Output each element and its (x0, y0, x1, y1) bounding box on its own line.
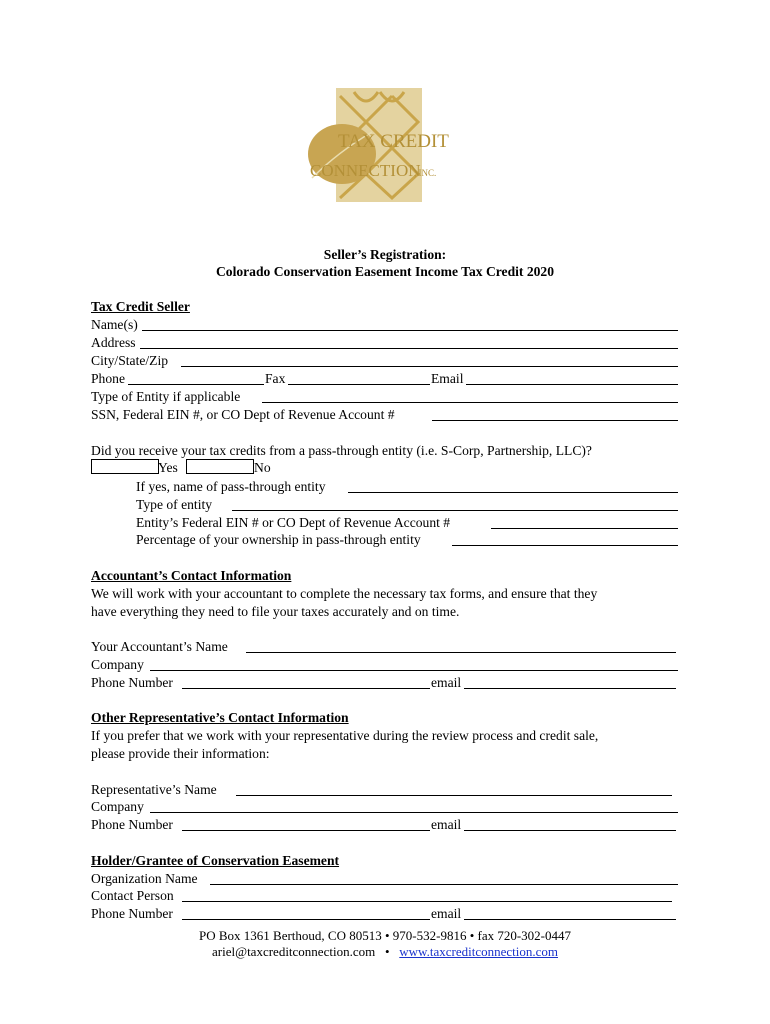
svg-text:CONNECTION: CONNECTION (310, 161, 421, 180)
representative-desc-line2: please provide their information: (91, 746, 270, 761)
fax-field[interactable] (288, 384, 430, 385)
company-logo (296, 82, 476, 208)
accountant-phone-label: Phone Number (91, 675, 173, 690)
footer-email: ariel@taxcreditconnection.com (212, 944, 376, 959)
passthrough-ein-label: Entity’s Federal EIN # or CO Dept of Revenue Account # (136, 515, 451, 530)
accountant-desc-line1: We will work with your accountant to complete the necessary tax forms, and ensure that they (91, 586, 598, 601)
no-label: No (254, 460, 271, 475)
fax-label: Fax (265, 371, 286, 386)
accountant-desc-line2: have everything they need to file your taxes accurately and on time. (91, 604, 460, 619)
representative-name-label: Representative’s Name (91, 782, 217, 797)
accountant-heading: Accountant’s Contact Information (91, 568, 292, 583)
passthrough-type-label: Type of entity (136, 497, 213, 512)
holder-phone-label: Phone Number (91, 906, 173, 921)
seller-heading: Tax Credit Seller (91, 299, 190, 314)
representative-email-label: email (431, 817, 462, 832)
passthrough-type-field[interactable] (232, 510, 678, 511)
contact-person-field[interactable] (182, 901, 672, 902)
yes-checkbox[interactable] (91, 459, 159, 474)
website-link[interactable]: www.taxcreditconnection.com (399, 944, 558, 959)
address-label: Address (91, 335, 136, 350)
passthrough-ein-field[interactable] (491, 528, 678, 529)
organization-name-field[interactable] (210, 884, 678, 885)
accountant-phone-field[interactable] (182, 688, 430, 689)
footer-contact (0, 943, 770, 960)
names-field[interactable] (142, 330, 678, 331)
representative-heading: Other Representative’s Contact Information (91, 710, 349, 725)
footer-address: PO Box 1361 Berthoud, CO 80513 • 970-532-9816 • fax 720-302-0447 (199, 928, 571, 943)
names-label: Name(s) (91, 317, 138, 332)
svg-text:TAX CREDIT: TAX CREDIT (338, 131, 449, 152)
representative-name-field[interactable] (236, 795, 672, 796)
entity-type-field[interactable] (262, 402, 678, 403)
accountant-company-field[interactable] (150, 670, 678, 671)
representative-company-field[interactable] (150, 812, 678, 813)
yes-label: Yes (158, 460, 178, 475)
passthrough-question: Did you receive your tax credits from a pass-through entity (i.e. S-Corp, Partnership, LLC)? (91, 443, 592, 458)
holder-heading: Holder/Grantee of Conservation Easement (91, 853, 340, 868)
passthrough-name-label: If yes, name of pass-through entity (136, 479, 326, 494)
passthrough-name-field[interactable] (348, 492, 678, 493)
footer-separator: • (384, 944, 390, 959)
entity-type-label: Type of Entity if applicable (91, 389, 241, 404)
city-field[interactable] (181, 366, 678, 367)
ownership-pct-label: Percentage of your ownership in pass-through entity (136, 532, 421, 547)
accountant-email-label: email (431, 675, 462, 690)
ssn-field[interactable] (432, 420, 678, 421)
accountant-email-field[interactable] (464, 688, 676, 689)
phone-field[interactable] (128, 384, 264, 385)
holder-email-field[interactable] (464, 919, 676, 920)
representative-phone-field[interactable] (182, 830, 430, 831)
contact-person-label: Contact Person (91, 888, 174, 903)
representative-desc-line1: If you prefer that we work with your representative during the review process and credit sale, (91, 728, 599, 743)
svg-text:, INC.: , INC. (414, 168, 437, 178)
ssn-label: SSN, Federal EIN #, or CO Dept of Revenue Account # (91, 407, 395, 422)
page-title-line2: Colorado Conservation Easement Income Tax Credit 2020 (215, 264, 555, 279)
holder-email-label: email (431, 906, 462, 921)
holder-phone-field[interactable] (182, 919, 430, 920)
email-label: Email (431, 371, 464, 386)
organization-name-label: Organization Name (91, 871, 198, 886)
phone-label: Phone (91, 371, 125, 386)
address-field[interactable] (140, 348, 678, 349)
accountant-company-label: Company (91, 657, 144, 672)
no-checkbox[interactable] (186, 459, 254, 474)
accountant-name-field[interactable] (246, 652, 676, 653)
page-title-line1: Seller’s Registration: (323, 247, 447, 262)
representative-email-field[interactable] (464, 830, 676, 831)
city-label: City/State/Zip (91, 353, 169, 368)
representative-company-label: Company (91, 799, 144, 814)
representative-phone-label: Phone Number (91, 817, 173, 832)
logo-graphic (296, 82, 476, 208)
accountant-name-label: Your Accountant’s Name (91, 639, 228, 654)
ownership-pct-field[interactable] (452, 545, 678, 546)
email-field[interactable] (466, 384, 678, 385)
